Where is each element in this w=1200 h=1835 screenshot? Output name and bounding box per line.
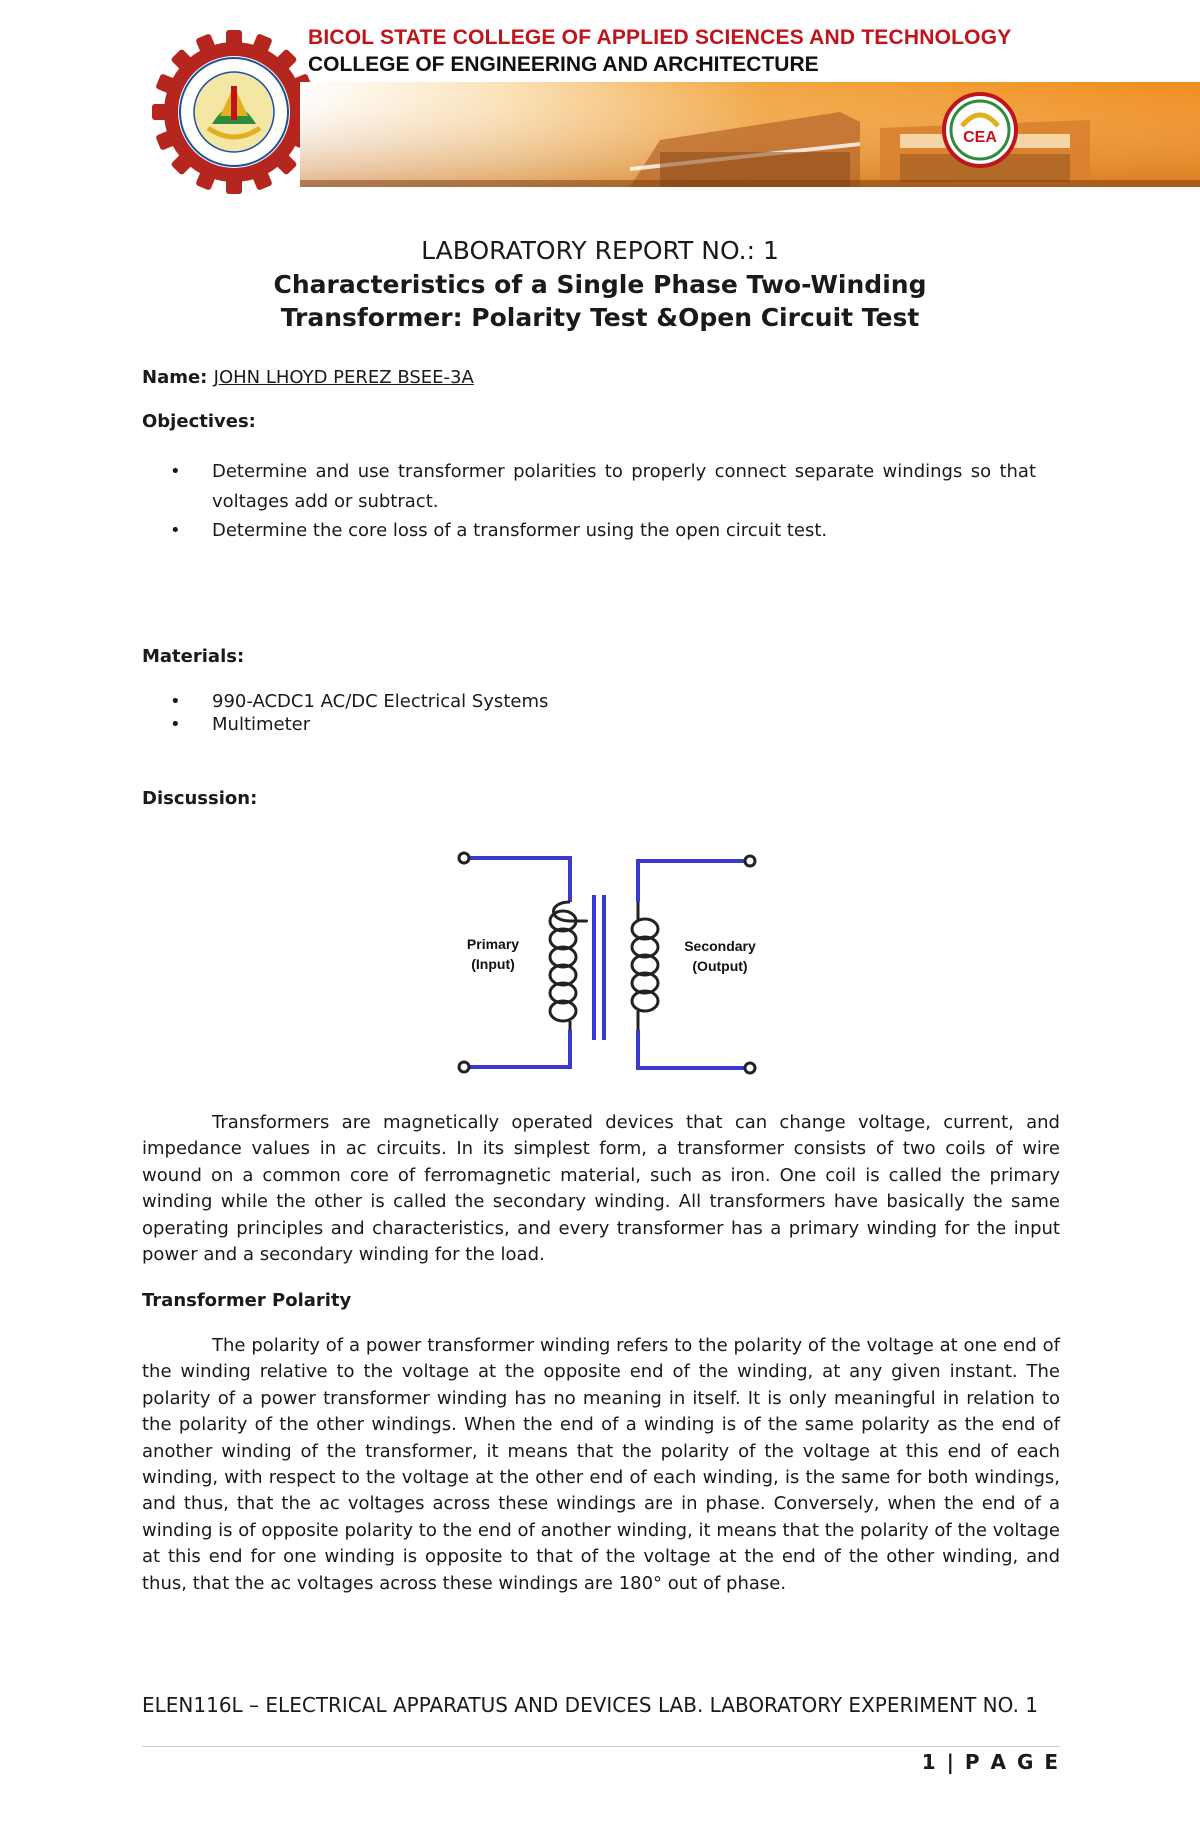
polarity-text: The polarity of a power transformer winding refers to the polarity of the voltage at one end of the winding relative to the voltage at the opposite end of the winding, at any given instant. The polarity of a power transformer winding has no meaning in itself. It is only meaningful in relation to the polarity of the other windings. When the end of a winding is of the same polarity as the end of another winding of the transformer, it means that the polarity of the voltage at this end of each winding, with respect to the voltage at the other end of each winding, is the same for both windings, and thus, that the ac voltages across these windings are in phase. Conversely, when the end of a winding is of opposite polarity to the end of another winding, it means that the polarity of the voltage at this end for one winding is opposite to that of the voltage at the end of the other winding, and thus, that the ac voltages across these windings are 180° out of phase. xyxy=(142,1335,1060,1594)
cea-logo-text: CEA xyxy=(963,129,997,146)
discussion-text: Transformers are magnetically operated devices that can change voltage, current, and impedance values in ac circuits. In its simplest form, a transformer consists of two coils of wire wound on a common core of ferromagnetic material, such as iron. One coil is called the primary winding while the other is called the secondary winding. All transformers have basically the same operating principles and characteristics, and every transformer has a primary winding for the input power and a secondary winding for the load. xyxy=(142,1112,1060,1266)
secondary-sub-label: (Output) xyxy=(692,958,748,974)
report-number: LABORATORY REPORT NO.: 1 xyxy=(421,236,779,265)
secondary-bottom-wire xyxy=(638,1030,746,1068)
campus-banner xyxy=(300,82,1200,187)
secondary-coil xyxy=(632,902,658,1030)
cea-logo-icon xyxy=(940,90,1020,170)
secondary-label: Secondary xyxy=(684,938,756,954)
list-item: • Determine and use transformer polarities to properly connect separate windings so that voltages add or subtract. xyxy=(142,457,1036,517)
secondary-bottom-terminal xyxy=(745,1063,755,1073)
secondary-top-wire xyxy=(638,861,746,902)
primary-top-wire xyxy=(468,858,570,902)
primary-bottom-terminal xyxy=(459,1062,469,1072)
materials-list xyxy=(142,690,1036,736)
objectives-list xyxy=(142,457,1036,545)
report-title-line2: Transformer: Polarity Test &Open Circuit Test xyxy=(280,303,920,332)
footer-divider xyxy=(142,1746,1060,1747)
polarity-paragraph xyxy=(142,1333,1060,1597)
name-label: Name: xyxy=(142,367,208,388)
student-name: JOHN LHOYD PEREZ BSEE-3A xyxy=(213,367,474,388)
primary-sub-label: (Input) xyxy=(471,956,515,972)
discussion-heading: Discussion: xyxy=(142,788,258,809)
list-item: • Multimeter xyxy=(142,713,1036,736)
list-item: • Determine the core loss of a transformer using the open circuit test. xyxy=(142,517,1036,545)
college-name: BICOL STATE COLLEGE OF APPLIED SCIENCES AND TECHNOLOGY xyxy=(308,26,1012,49)
discussion-paragraph xyxy=(142,1110,1060,1268)
student-name-line xyxy=(142,367,474,388)
college-seal-icon xyxy=(150,28,318,196)
materials-heading: Materials: xyxy=(142,646,245,667)
transformer-diagram xyxy=(430,845,770,1090)
list-item: • 990-ACDC1 AC/DC Electrical Systems xyxy=(142,690,1036,713)
primary-top-terminal xyxy=(459,853,469,863)
polarity-heading: Transformer Polarity xyxy=(142,1290,352,1311)
report-title-line1: Characteristics of a Single Phase Two-Winding xyxy=(273,270,927,299)
primary-bottom-wire xyxy=(468,1030,570,1067)
primary-label: Primary xyxy=(466,936,520,952)
objectives-heading: Objectives: xyxy=(142,411,256,432)
letterhead xyxy=(150,20,1070,190)
page-number: 1 | P A G E xyxy=(921,1750,1060,1774)
department-name: COLLEGE OF ENGINEERING AND ARCHITECTURE xyxy=(308,53,819,76)
course-footer: ELEN116L – ELECTRICAL APPARATUS AND DEVICES LAB. LABORATORY EXPERIMENT NO. 1 xyxy=(142,1693,1039,1717)
primary-coil xyxy=(550,902,587,1030)
secondary-top-terminal xyxy=(745,856,755,866)
